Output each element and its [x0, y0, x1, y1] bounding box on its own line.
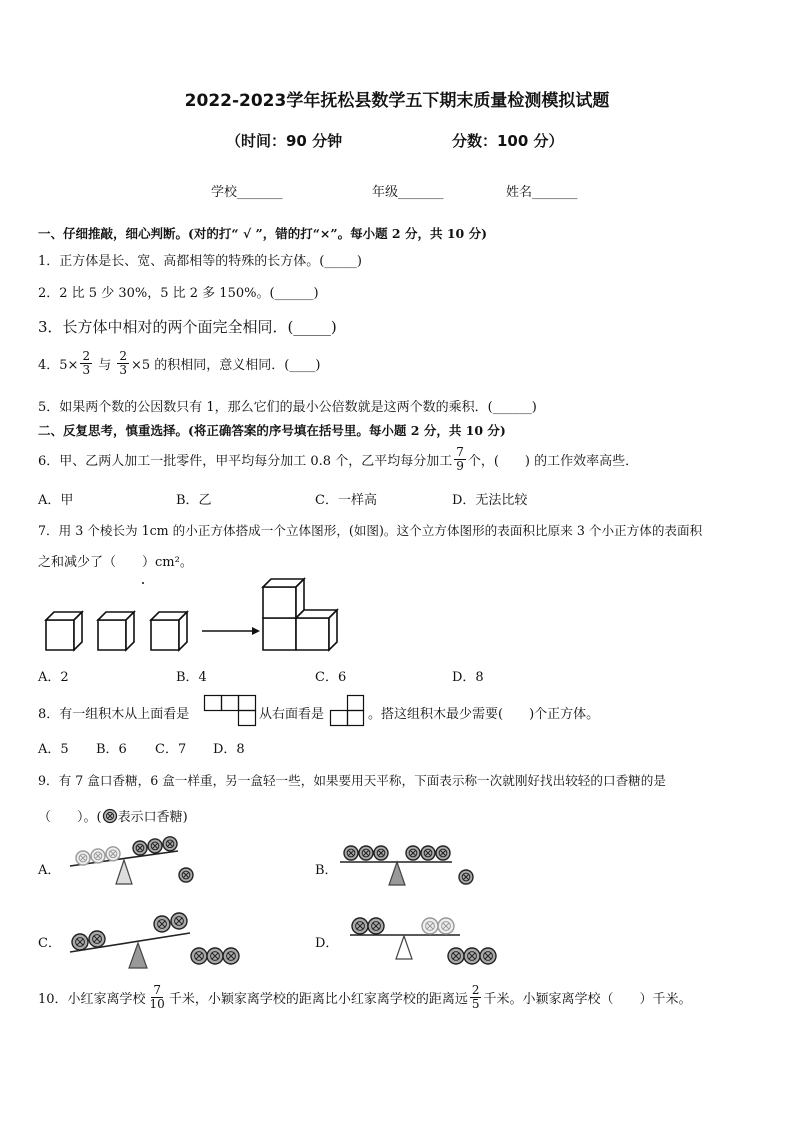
q10-mid: 千米，小颖家离学校的距离比小红家离学校的距离远 [168, 992, 468, 1007]
gum-icon [91, 849, 105, 863]
q8-prefix: 8．有一组积木从上面看是 [38, 707, 190, 722]
gum-icon [459, 870, 473, 884]
gum-icon [359, 846, 373, 860]
gum-icon [106, 847, 120, 861]
q8-option-c: C．7 [155, 742, 187, 757]
gum-icon [133, 841, 147, 855]
q7-option-b: B．4 [176, 670, 207, 685]
q8-option-b: B．6 [96, 742, 127, 757]
q8-option-a: A．5 [38, 742, 69, 757]
q6-option-d: D．无法比较 [452, 493, 528, 508]
q4-fraction-1: $\frac{2}{3}$ [82, 349, 91, 377]
grade-field: 年级_______ [372, 185, 444, 200]
q9-line2-prefix: （ ）。( [38, 810, 102, 825]
gum-icon [207, 948, 223, 964]
scale-a-fulcrum [116, 860, 132, 884]
question-7-line-1: 7．用 3 个棱长为 1cm 的小正方体搭成一个立体图形，(如图)。这个立方体图形的表面积比原来 3 个小正方体的表面积 [38, 523, 703, 538]
question-9-line-1: 9．有 7 盒口香糖，6 盒一样重，另一盒轻一些，如果要用天平称，下面表示称一次就刚好找出较轻的口香糖的是 [38, 773, 666, 788]
gum-icon [344, 846, 358, 860]
q8-suffix: 。搭这组积木最少需要( )个正方体。 [368, 707, 600, 722]
q7-option-d: D．8 [452, 670, 484, 685]
gum-icon [352, 918, 368, 934]
exam-time: （时间：90 分钟 [226, 132, 343, 150]
q9-option-d: D． [315, 936, 339, 951]
page-title: 2022-2023学年抚松县数学五下期末质量检测模拟试题 [184, 91, 610, 111]
q10-suffix: 千米。小颖家离学校（ ）千米。 [483, 992, 692, 1007]
q9-option-b: B． [315, 863, 338, 878]
q6-option-b: B．乙 [176, 493, 212, 508]
gum-icon [89, 931, 105, 947]
school-field: 学校_______ [211, 185, 283, 200]
q6-suffix: 个，( ) 的工作效率高些． [467, 454, 639, 469]
gum-icon [480, 948, 496, 964]
question-2: 2．2 比 5 少 30%，5 比 2 多 150%。(______) [38, 286, 319, 301]
scale-b-fulcrum [389, 862, 405, 885]
gum-icon [374, 846, 388, 860]
question-5: 5．如果两个数的公因数只有 1，那么它们的最小公倍数就是这两个数的乘积．(______) [38, 400, 537, 415]
gum-icon [148, 839, 162, 853]
q10-fraction-1: $\frac{7}{10}$ [149, 983, 165, 1011]
q9-option-c: C． [38, 936, 61, 951]
gum-icon [191, 948, 207, 964]
q4-mid: 与 [94, 358, 116, 373]
section1-heading: 一、仔细推敲，细心判断。(对的打“ √ ”，错的打“×”。每小题 2 分，共 10 分) [38, 226, 487, 241]
q7-option-c: C．6 [315, 670, 347, 685]
gum-icon [76, 851, 90, 865]
q9-option-a: A． [38, 863, 61, 878]
gum-icon [171, 913, 187, 929]
q8-option-d: D．8 [213, 742, 245, 757]
q7-option-a: A．2 [38, 670, 69, 685]
q6-prefix: 6．甲、乙两人加工一批零件，甲平均每分加工 0.8 个，乙平均每分加工 [38, 454, 453, 469]
q10-prefix: 10．小红家离学校 [38, 992, 146, 1007]
section2-heading: 二、反复思考，慎重选择。(将正确答案的序号填在括号里。每小题 2 分，共 10 分) [38, 423, 506, 438]
gum-icon [464, 948, 480, 964]
q4-fraction-2: $\frac{2}{3}$ [119, 349, 127, 377]
gum-icon [154, 916, 170, 932]
gum-icon [368, 918, 384, 934]
gum-icon [448, 948, 464, 964]
question-7-line-2: 之和减少了（ ）cm²。 [38, 555, 193, 570]
gum-icon [436, 846, 450, 860]
gum-icon [421, 846, 435, 860]
gum-icon [422, 918, 438, 934]
gum-icon [72, 934, 88, 950]
gum-icon [179, 868, 193, 882]
exam-score: 分数：100 分） [452, 132, 564, 150]
question-1: 1．正方体是长、宽、高都相等的特殊的长方体。(_____) [38, 254, 362, 269]
gum-icon [163, 837, 177, 851]
scale-d-fulcrum [396, 936, 412, 959]
gum-icon [438, 918, 454, 934]
question-3: 3．长方体中相对的两个面完全相同．(_____) [38, 318, 337, 336]
q6-option-c: C．一样高 [315, 493, 377, 508]
q10-fraction-2: $\frac{2}{5}$ [471, 983, 480, 1011]
q8-mid: 从右面看是 [259, 707, 325, 722]
name-field: 姓名_______ [506, 185, 578, 200]
gum-icon [223, 948, 239, 964]
scale-c-fulcrum [129, 943, 147, 968]
q6-option-a: A．甲 [38, 493, 74, 508]
q9-line2-suffix: 表示口香糖) [117, 810, 188, 825]
question-10 [38, 984, 692, 1011]
q4-prefix: 4．5× [38, 358, 79, 373]
q4-suffix: ×5 的积相同，意义相同．(____) [130, 358, 321, 373]
gum-icon [406, 846, 420, 860]
q6-fraction: $\frac{7}{9}$ [456, 445, 464, 473]
